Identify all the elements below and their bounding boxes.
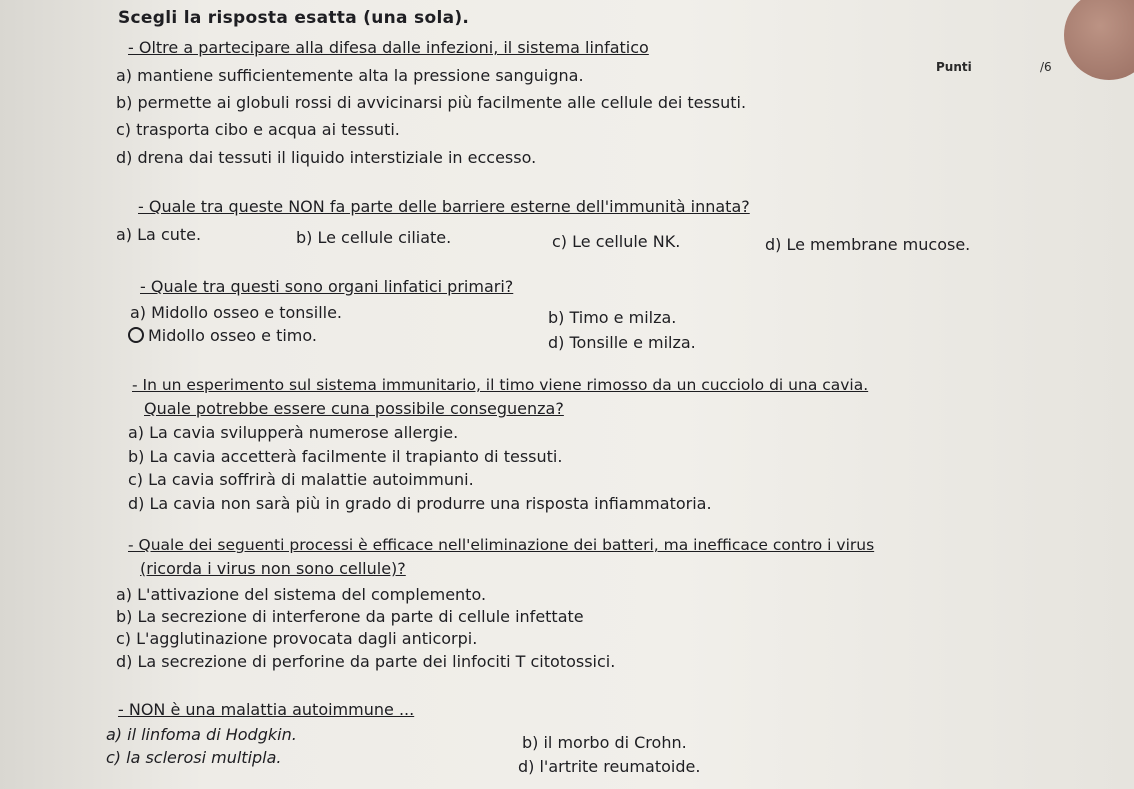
question-4-text-line2: Quale potrebbe essere cuna possibile conseguenza? <box>144 399 564 418</box>
q2-option-d: d) Le membrane mucose. <box>765 235 971 254</box>
q3-option-d: d) Tonsille e milza. <box>548 333 696 352</box>
page-title: Scegli la risposta esatta (una sola). <box>118 8 470 28</box>
q5-option-b: b) La secrezione di interferone da parte di cellule infettate <box>116 607 584 626</box>
question-4-text-line1: - In un esperimento sul sistema immunitario, il timo viene rimosso da un cucciolo di una cavia. <box>132 376 869 394</box>
question-6-text: - NON è una malattia autoimmune ... <box>118 700 415 719</box>
q6-option-d: d) l'artrite reumatoide. <box>518 757 701 776</box>
question-1-text: - Oltre a partecipare alla difesa dalle infezioni, il sistema linfatico <box>128 38 649 57</box>
question-5-text-line1: - Quale dei seguenti processi è efficace nell'eliminazione dei batteri, ma inefficace contro i virus <box>128 536 875 554</box>
q3-option-a: a) Midollo osseo e tonsille. <box>130 303 343 322</box>
q2-option-b: b) Le cellule ciliate. <box>296 228 452 247</box>
q3-option-c-selected <box>128 326 317 346</box>
q3-option-b: b) Timo e milza. <box>548 308 677 327</box>
q6-option-b: b) il morbo di Crohn. <box>522 733 687 752</box>
q1-option-c: c) trasporta cibo e acqua ai tessuti. <box>116 120 400 139</box>
q4-option-c: c) La cavia soffrirà di malattie autoimmuni. <box>128 470 474 489</box>
q1-option-a: a) mantiene sufficientemente alta la pressione sanguigna. <box>116 66 584 85</box>
q5-option-a: a) L'attivazione del sistema del complemento. <box>116 585 487 604</box>
q4-option-a: a) La cavia svilupperà numerose allergie. <box>128 423 459 442</box>
selection-circle <box>128 327 144 343</box>
q5-option-c: c) L'agglutinazione provocata dagli anticorpi. <box>116 629 478 648</box>
points-value: /6 <box>1040 60 1052 74</box>
q4-option-b: b) La cavia accetterà facilmente il trapianto di tessuti. <box>128 447 563 466</box>
question-5-text-line2: (ricorda i virus non sono cellule)? <box>140 559 406 578</box>
question-3-text: - Quale tra questi sono organi linfatici primari? <box>140 277 514 296</box>
q1-option-d: d) drena dai tessuti il liquido interstiziale in eccesso. <box>116 148 537 167</box>
q2-option-c: c) Le cellule NK. <box>552 232 681 251</box>
q1-option-b: b) permette ai globuli rossi di avvicinarsi più facilmente alle cellule dei tessuti. <box>116 93 747 112</box>
q6-option-a: a) il linfoma di Hodgkin. <box>106 725 297 744</box>
q3-option-c-text: Midollo osseo e timo. <box>148 326 317 345</box>
q4-option-d: d) La cavia non sarà più in grado di produrre una risposta infiammatoria. <box>128 494 712 513</box>
q2-option-a: a) La cute. <box>116 225 202 244</box>
finger-shadow <box>1064 0 1134 80</box>
points-label: Punti <box>936 60 972 74</box>
q6-option-c: c) la sclerosi multipla. <box>106 748 282 767</box>
question-2-text: - Quale tra queste NON fa parte delle barriere esterne dell'immunità innata? <box>138 197 750 216</box>
q5-option-d: d) La secrezione di perforine da parte dei linfociti T citotossici. <box>116 652 616 671</box>
